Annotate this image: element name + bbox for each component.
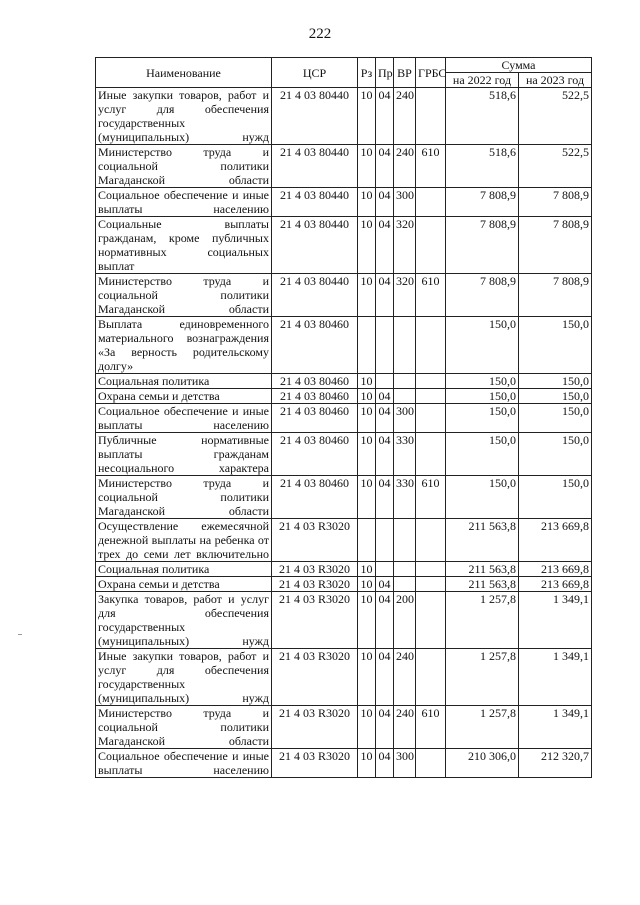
cell-name: Осуществление ежемесячной денежной выплаты на ребенка от трех до семи лет включительно xyxy=(96,519,272,562)
cell-pr: 04 xyxy=(376,577,394,592)
cell-vr: 240 xyxy=(394,649,416,706)
cell-grbs xyxy=(416,88,446,145)
cell-pr: 04 xyxy=(376,217,394,274)
cell-sum-2023: 150,0 xyxy=(519,317,592,374)
cell-name: Социальные выплаты гражданам, кроме публичных нормативных социальных выплат xyxy=(96,217,272,274)
header-rz: Рз xyxy=(358,58,376,88)
cell-sum-2022: 211 563,8 xyxy=(446,577,519,592)
cell-sum-2022: 7 808,9 xyxy=(446,217,519,274)
cell-grbs xyxy=(416,562,446,577)
cell-csr: 21 4 03 80440 xyxy=(272,188,358,217)
header-year-2022: на 2022 год xyxy=(446,73,519,88)
cell-rz: 10 xyxy=(358,476,376,519)
cell-pr xyxy=(376,374,394,389)
cell-name: Министерство труда и социальной политики Магаданской области xyxy=(96,274,272,317)
cell-sum-2022: 150,0 xyxy=(446,404,519,433)
table-row xyxy=(96,649,592,706)
cell-vr xyxy=(394,519,416,562)
table-row xyxy=(96,706,592,749)
cell-rz: 10 xyxy=(358,188,376,217)
cell-pr: 04 xyxy=(376,476,394,519)
cell-vr xyxy=(394,562,416,577)
cell-csr: 21 4 03 80440 xyxy=(272,274,358,317)
cell-rz: 10 xyxy=(358,592,376,649)
cell-sum-2022: 211 563,8 xyxy=(446,562,519,577)
cell-vr: 200 xyxy=(394,592,416,649)
header-grbs: ГРБС xyxy=(416,58,446,88)
cell-name: Социальное обеспечение и иные выплаты населению xyxy=(96,188,272,217)
cell-sum-2023: 1 349,1 xyxy=(519,592,592,649)
table-row xyxy=(96,188,592,217)
cell-rz: 10 xyxy=(358,577,376,592)
cell-pr: 04 xyxy=(376,649,394,706)
cell-sum-2023: 522,5 xyxy=(519,145,592,188)
cell-csr: 21 4 03 80460 xyxy=(272,374,358,389)
cell-rz: 10 xyxy=(358,217,376,274)
cell-csr: 21 4 03 80460 xyxy=(272,404,358,433)
cell-grbs xyxy=(416,317,446,374)
cell-rz: 10 xyxy=(358,433,376,476)
cell-rz: 10 xyxy=(358,404,376,433)
cell-vr: 240 xyxy=(394,88,416,145)
cell-csr: 21 4 03 80460 xyxy=(272,317,358,374)
cell-rz: 10 xyxy=(358,145,376,188)
cell-grbs: 610 xyxy=(416,145,446,188)
cell-sum-2023: 213 669,8 xyxy=(519,519,592,562)
cell-grbs xyxy=(416,577,446,592)
cell-pr: 04 xyxy=(376,404,394,433)
cell-name: Иные закупки товаров, работ и услуг для обеспечения государственных (муниципальных) нужд xyxy=(96,88,272,145)
table-row xyxy=(96,592,592,649)
cell-sum-2023: 522,5 xyxy=(519,88,592,145)
cell-sum-2023: 150,0 xyxy=(519,433,592,476)
cell-pr: 04 xyxy=(376,592,394,649)
cell-pr: 04 xyxy=(376,433,394,476)
table-row xyxy=(96,519,592,562)
cell-sum-2022: 1 257,8 xyxy=(446,706,519,749)
header-name: Наименование xyxy=(96,58,272,88)
cell-pr: 04 xyxy=(376,274,394,317)
table-row xyxy=(96,476,592,519)
cell-pr: 04 xyxy=(376,145,394,188)
cell-sum-2023: 1 349,1 xyxy=(519,649,592,706)
cell-vr: 300 xyxy=(394,749,416,778)
cell-vr xyxy=(394,317,416,374)
cell-sum-2023: 150,0 xyxy=(519,389,592,404)
cell-name: Публичные нормативные выплаты гражданам несоциального характера xyxy=(96,433,272,476)
cell-grbs xyxy=(416,389,446,404)
cell-vr: 320 xyxy=(394,274,416,317)
cell-vr: 240 xyxy=(394,706,416,749)
table-body xyxy=(96,88,592,778)
header-year-2023: на 2023 год xyxy=(519,73,592,88)
cell-sum-2022: 1 257,8 xyxy=(446,592,519,649)
cell-sum-2022: 150,0 xyxy=(446,389,519,404)
cell-csr: 21 4 03 R3020 xyxy=(272,592,358,649)
cell-sum-2023: 1 349,1 xyxy=(519,706,592,749)
cell-sum-2023: 150,0 xyxy=(519,404,592,433)
cell-name: Охрана семьи и детства xyxy=(96,577,272,592)
cell-grbs: 610 xyxy=(416,476,446,519)
cell-csr: 21 4 03 R3020 xyxy=(272,706,358,749)
table-row xyxy=(96,389,592,404)
cell-sum-2022: 211 563,8 xyxy=(446,519,519,562)
cell-csr: 21 4 03 80440 xyxy=(272,88,358,145)
cell-grbs xyxy=(416,592,446,649)
header-vr: ВР xyxy=(394,58,416,88)
cell-grbs xyxy=(416,649,446,706)
cell-rz: 10 xyxy=(358,88,376,145)
cell-grbs: 610 xyxy=(416,706,446,749)
cell-name: Выплата единовременного материального вознаграждения «За верность родительскому долгу» xyxy=(96,317,272,374)
scan-mark xyxy=(18,634,22,635)
page-number: 222 xyxy=(308,26,332,42)
cell-sum-2023: 150,0 xyxy=(519,476,592,519)
cell-grbs xyxy=(416,217,446,274)
cell-csr: 21 4 03 80460 xyxy=(272,433,358,476)
table-header xyxy=(96,58,592,88)
cell-name: Социальная политика xyxy=(96,562,272,577)
cell-vr xyxy=(394,389,416,404)
cell-vr: 330 xyxy=(394,433,416,476)
cell-csr: 21 4 03 R3020 xyxy=(272,519,358,562)
cell-sum-2022: 7 808,9 xyxy=(446,274,519,317)
cell-name: Закупка товаров, работ и услуг для обеспечения государственных (муниципальных) нужд xyxy=(96,592,272,649)
table-row xyxy=(96,217,592,274)
cell-pr: 04 xyxy=(376,88,394,145)
cell-name: Министерство труда и социальной политики Магаданской области xyxy=(96,476,272,519)
table-row xyxy=(96,404,592,433)
cell-name: Социальное обеспечение и иные выплаты населению xyxy=(96,404,272,433)
budget-table xyxy=(95,57,592,778)
cell-sum-2022: 150,0 xyxy=(446,433,519,476)
cell-sum-2023: 213 669,8 xyxy=(519,562,592,577)
cell-grbs xyxy=(416,188,446,217)
cell-sum-2023: 212 320,7 xyxy=(519,749,592,778)
cell-csr: 21 4 03 R3020 xyxy=(272,749,358,778)
cell-sum-2022: 1 257,8 xyxy=(446,649,519,706)
cell-vr xyxy=(394,577,416,592)
cell-vr: 300 xyxy=(394,404,416,433)
cell-name: Иные закупки товаров, работ и услуг для обеспечения государственных (муниципальных) нужд xyxy=(96,649,272,706)
cell-rz: 10 xyxy=(358,562,376,577)
cell-name: Министерство труда и социальной политики Магаданской области xyxy=(96,706,272,749)
header-csr: ЦСР xyxy=(272,58,358,88)
cell-rz: 10 xyxy=(358,749,376,778)
cell-grbs xyxy=(416,433,446,476)
cell-sum-2022: 518,6 xyxy=(446,88,519,145)
cell-rz: 10 xyxy=(358,706,376,749)
cell-name: Социальное обеспечение и иные выплаты населению xyxy=(96,749,272,778)
cell-vr: 240 xyxy=(394,145,416,188)
cell-name: Министерство труда и социальной политики Магаданской области xyxy=(96,145,272,188)
cell-rz: 10 xyxy=(358,389,376,404)
cell-rz xyxy=(358,317,376,374)
cell-grbs: 610 xyxy=(416,274,446,317)
table-row xyxy=(96,577,592,592)
cell-pr xyxy=(376,519,394,562)
table-row xyxy=(96,433,592,476)
cell-pr: 04 xyxy=(376,188,394,217)
cell-csr: 21 4 03 R3020 xyxy=(272,562,358,577)
cell-vr xyxy=(394,374,416,389)
cell-vr: 300 xyxy=(394,188,416,217)
table-row xyxy=(96,749,592,778)
cell-csr: 21 4 03 80440 xyxy=(272,217,358,274)
cell-grbs xyxy=(416,374,446,389)
header-pr: Пр xyxy=(376,58,394,88)
cell-sum-2022: 150,0 xyxy=(446,476,519,519)
cell-pr: 04 xyxy=(376,389,394,404)
cell-sum-2023: 150,0 xyxy=(519,374,592,389)
cell-csr: 21 4 03 80440 xyxy=(272,145,358,188)
cell-rz: 10 xyxy=(358,274,376,317)
header-sum: Сумма xyxy=(446,58,592,73)
cell-name: Охрана семьи и детства xyxy=(96,389,272,404)
cell-vr: 330 xyxy=(394,476,416,519)
table-row xyxy=(96,562,592,577)
table-row xyxy=(96,88,592,145)
cell-name: Социальная политика xyxy=(96,374,272,389)
cell-sum-2023: 7 808,9 xyxy=(519,274,592,317)
cell-rz: 10 xyxy=(358,374,376,389)
cell-pr: 04 xyxy=(376,706,394,749)
table-row xyxy=(96,317,592,374)
cell-csr: 21 4 03 80460 xyxy=(272,389,358,404)
cell-sum-2023: 7 808,9 xyxy=(519,188,592,217)
cell-rz: 10 xyxy=(358,649,376,706)
cell-grbs xyxy=(416,404,446,433)
cell-sum-2022: 7 808,9 xyxy=(446,188,519,217)
table-row xyxy=(96,274,592,317)
cell-sum-2022: 150,0 xyxy=(446,317,519,374)
cell-sum-2022: 518,6 xyxy=(446,145,519,188)
cell-pr: 04 xyxy=(376,749,394,778)
cell-sum-2022: 150,0 xyxy=(446,374,519,389)
cell-vr: 320 xyxy=(394,217,416,274)
cell-sum-2022: 210 306,0 xyxy=(446,749,519,778)
cell-pr xyxy=(376,317,394,374)
cell-grbs xyxy=(416,519,446,562)
cell-sum-2023: 7 808,9 xyxy=(519,217,592,274)
cell-csr: 21 4 03 80460 xyxy=(272,476,358,519)
cell-rz xyxy=(358,519,376,562)
cell-csr: 21 4 03 R3020 xyxy=(272,577,358,592)
cell-sum-2023: 213 669,8 xyxy=(519,577,592,592)
table-row xyxy=(96,145,592,188)
cell-csr: 21 4 03 R3020 xyxy=(272,649,358,706)
table-row xyxy=(96,374,592,389)
cell-pr xyxy=(376,562,394,577)
cell-grbs xyxy=(416,749,446,778)
